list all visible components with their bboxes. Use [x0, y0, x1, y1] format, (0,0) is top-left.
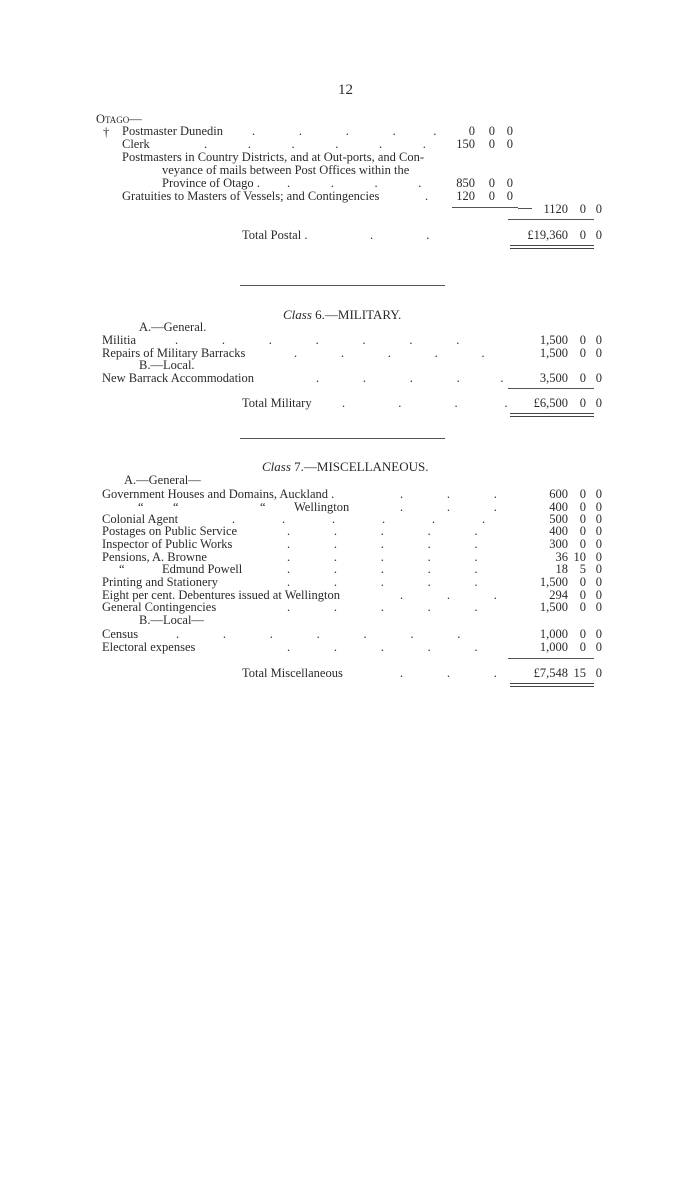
leader-dots: . . . . .: [287, 562, 478, 576]
military-item-label: Militia: [102, 333, 137, 347]
amount-pounds: 500: [549, 512, 568, 526]
amount-pence: 0: [595, 333, 602, 347]
ditto-mark: “: [119, 562, 125, 576]
amount-shillings: 10: [573, 550, 586, 564]
subtotal-pounds: 1120: [543, 202, 568, 216]
total-postal-label: Total Postal .: [242, 228, 308, 242]
misc-item-label: Eight per cent. Debentures issued at Wellington: [102, 588, 340, 602]
section-separator: [240, 438, 445, 439]
amount-pounds: 120: [456, 189, 475, 203]
leader-dots: . . . . . .: [232, 512, 486, 526]
total-pence: 0: [595, 666, 602, 680]
amount-shillings: 0: [579, 537, 586, 551]
otago-item-label: Clerk: [122, 137, 150, 151]
section-separator: [240, 285, 445, 286]
amount-shillings: 0: [579, 487, 586, 501]
leader-dots: . . . . .: [287, 575, 478, 589]
misc-item-label: Pensions, A. Browne: [102, 550, 207, 564]
class-title: 6.—MILITARY.: [315, 307, 402, 322]
amount-shillings: 5: [579, 562, 586, 576]
amount-shillings: 0: [579, 512, 586, 526]
leader-dots: . . .: [400, 487, 497, 501]
amount-pounds: 36: [555, 550, 568, 564]
amount-pounds: 400: [549, 524, 568, 538]
amount-pence: 0: [595, 487, 602, 501]
ditto-mark: “: [173, 500, 179, 514]
amount-pence: 0: [595, 371, 602, 385]
leader-dots: . . .: [400, 588, 497, 602]
misc-local-heading: B.—Local—: [139, 613, 204, 627]
leader-dots: . . . . .: [252, 124, 437, 138]
amount-shillings: 0: [579, 588, 586, 602]
amount-pence: 0: [506, 176, 513, 190]
leader-dots: . . . . . . .: [176, 627, 461, 641]
amount-pence: 0: [595, 562, 602, 576]
amount-pounds: 150: [456, 137, 475, 151]
amount-pence: 0: [595, 550, 602, 564]
amount-shillings: 0: [579, 627, 586, 641]
misc-item-label: Wellington: [294, 500, 350, 514]
total-pence: 0: [595, 396, 602, 410]
amount-pounds: 1,500: [539, 346, 568, 360]
leader-dots: . . . . .: [287, 524, 478, 538]
amount-pence: 0: [506, 189, 513, 203]
leader-dots: . . . . .: [287, 550, 478, 564]
otago-item-label: Gratuities to Masters of Vessels; and Contingencies: [122, 189, 380, 203]
amount-shillings: 0: [488, 137, 495, 151]
total-shillings: 0: [579, 228, 586, 242]
page-number: 12: [338, 82, 353, 98]
otago-item-label: Postmaster Dunedin: [122, 124, 224, 138]
amount-pounds: 300: [549, 537, 568, 551]
misc-item-label: General Contingencies: [102, 600, 217, 614]
otago-item-label: Postmasters in Country Districts, and at Out-ports, and Con-: [122, 150, 425, 164]
total-double-rule: [510, 245, 594, 249]
leader-dots: . . . . .: [294, 346, 485, 360]
amount-shillings: 0: [579, 640, 586, 654]
amount-pence: 0: [595, 627, 602, 641]
leader-dots: . . . . .: [287, 537, 478, 551]
amount-pounds: 1,000: [539, 640, 568, 654]
misc-item-label: Edmund Powell: [162, 562, 243, 576]
amount-pounds: 294: [549, 588, 568, 602]
total-double-rule: [510, 413, 594, 417]
amount-shillings: 0: [579, 524, 586, 538]
military-general-heading: A.—General.: [139, 320, 207, 334]
subtotal-rule: [508, 658, 594, 659]
amount-shillings: 0: [579, 575, 586, 589]
subtotal-dash: [518, 208, 532, 209]
amount-pence: 0: [595, 600, 602, 614]
misc-item-label: Printing and Stationery: [102, 575, 218, 589]
ditto-mark: “: [260, 500, 266, 514]
amount-shillings: 0: [579, 600, 586, 614]
otago-item-label-cont: veyance of mails between Post Offices within the: [162, 163, 410, 177]
amount-shillings: 0: [488, 124, 495, 138]
amount-pounds: 600: [549, 487, 568, 501]
leader-dots: . .: [370, 228, 430, 242]
amount-pence: 0: [506, 124, 513, 138]
class-6-heading: [283, 308, 401, 322]
leader-dots: . . . . . .: [204, 137, 426, 151]
military-item-label: Repairs of Military Barracks: [102, 346, 246, 360]
total-double-rule: [510, 683, 594, 687]
amount-pounds: 3,500: [539, 371, 568, 385]
total-military-label: Total Military: [242, 396, 312, 410]
amount-shillings: 0: [488, 176, 495, 190]
leader-dots: . . . .: [287, 176, 422, 190]
amount-pence: 0: [506, 137, 513, 151]
misc-general-heading: A.—General—: [124, 473, 201, 487]
misc-item-label: Postages on Public Service: [102, 524, 238, 538]
amount-pence: 0: [595, 640, 602, 654]
amount-pence: 0: [595, 500, 602, 514]
amount-pence: 0: [595, 346, 602, 360]
leader-dots: . . . . . . .: [175, 333, 460, 347]
dagger-mark: †: [103, 125, 110, 139]
amount-pounds: 1,500: [539, 575, 568, 589]
amount-pounds: 850: [456, 176, 475, 190]
amount-shillings: 0: [579, 346, 586, 360]
total-shillings: 15: [573, 666, 586, 680]
total-pence: 0: [595, 228, 602, 242]
total-pounds: £7,548: [533, 666, 568, 680]
misc-item-label: Government Houses and Domains, Auckland .: [102, 487, 335, 501]
military-local-heading: B.—Local.: [139, 358, 195, 372]
leader-dots: . . .: [400, 500, 497, 514]
amount-pence: 0: [595, 524, 602, 538]
class-7-heading: [262, 460, 429, 474]
leader-dots: . . .: [400, 666, 497, 680]
amount-pounds: 1,500: [539, 333, 568, 347]
ditto-mark: “: [138, 500, 144, 514]
amount-pence: 0: [595, 575, 602, 589]
total-shillings: 0: [579, 396, 586, 410]
amount-shillings: 0: [488, 189, 495, 203]
amount-pounds: 1,000: [539, 627, 568, 641]
otago-item-label-cont: Province of Otago .: [162, 176, 260, 190]
leader-dots: . . . .: [342, 396, 508, 410]
amount-shillings: 0: [579, 371, 586, 385]
total-pounds: £19,360: [527, 228, 568, 242]
subtotal-rule: [508, 388, 594, 389]
amount-pounds: 18: [555, 562, 568, 576]
amount-pounds: 400: [549, 500, 568, 514]
class-prefix: Class: [262, 459, 291, 474]
column-rule: [452, 207, 518, 208]
subtotal-shillings: 0: [579, 202, 586, 216]
amount-shillings: 0: [579, 333, 586, 347]
subtotal-pence: 0: [595, 202, 602, 216]
leader-dots: .: [425, 189, 429, 203]
total-misc-label: Total Miscellaneous: [242, 666, 343, 680]
total-pounds: £6,500: [533, 396, 568, 410]
misc-item-label: Census: [102, 627, 139, 641]
misc-item-label: Inspector of Public Works: [102, 537, 233, 551]
leader-dots: . . . . .: [316, 371, 504, 385]
otago-heading: Otago—: [96, 112, 142, 126]
amount-pounds: 1,500: [539, 600, 568, 614]
amount-pounds: 0: [468, 124, 475, 138]
subtotal-rule: [508, 219, 594, 220]
leader-dots: . . . . .: [287, 600, 478, 614]
amount-pence: 0: [595, 537, 602, 551]
military-item-label: New Barrack Accommodation: [102, 371, 255, 385]
amount-pence: 0: [595, 512, 602, 526]
amount-shillings: 0: [579, 500, 586, 514]
amount-pence: 0: [595, 588, 602, 602]
misc-item-label: Electoral expenses: [102, 640, 196, 654]
class-prefix: Class: [283, 307, 312, 322]
leader-dots: . . . . .: [287, 640, 478, 654]
misc-item-label: Colonial Agent: [102, 512, 179, 526]
class-title: 7.—MISCELLANEOUS.: [294, 459, 429, 474]
